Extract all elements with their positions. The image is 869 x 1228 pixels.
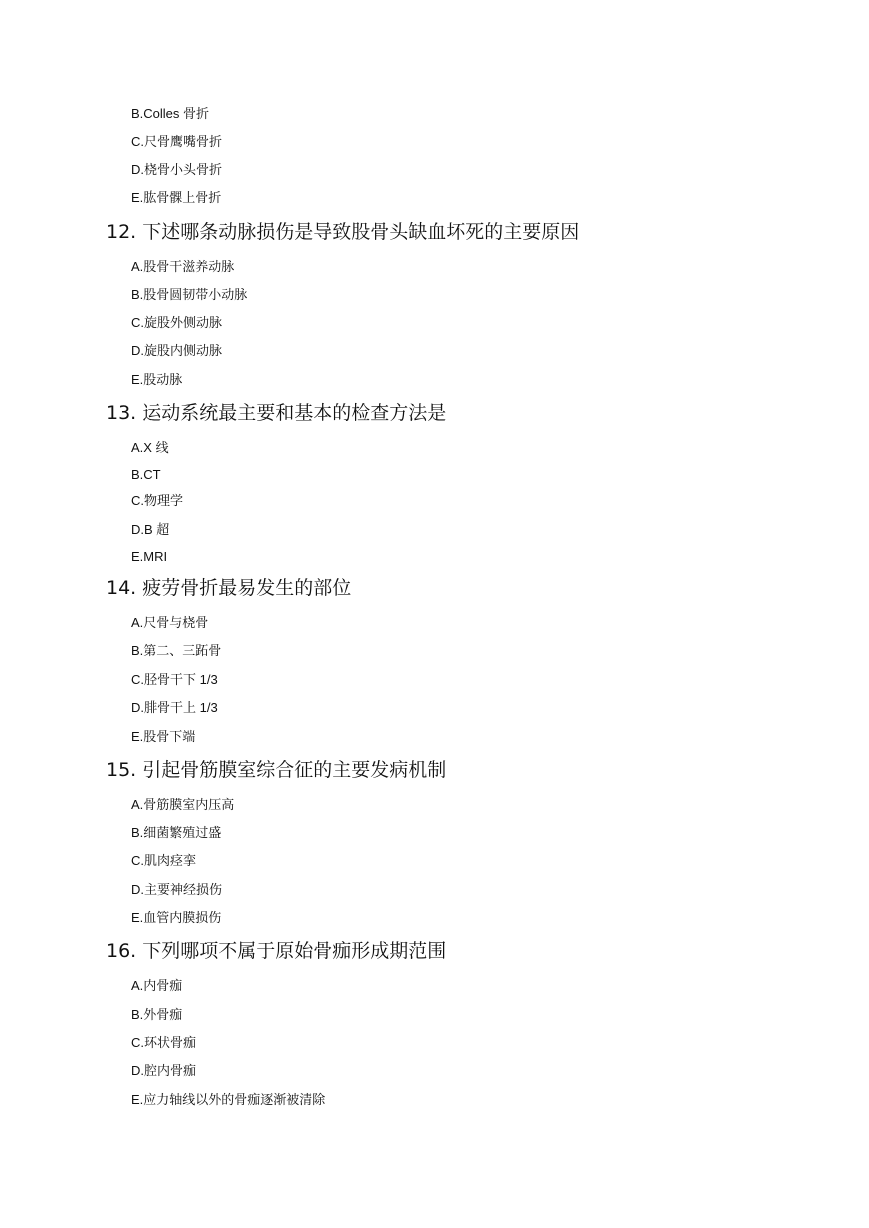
question-14: 14. 疲劳骨折最易发生的部位 [106, 577, 352, 599]
option-12-d: D.旋股内侧动脉 [131, 343, 223, 358]
option-16-c: C.环状骨痂 [131, 1035, 197, 1050]
option-12-c: C.旋股外侧动脉 [131, 315, 223, 330]
question-12: 12. 下述哪条动脉损伤是导致股骨头缺血坏死的主要原因 [106, 221, 580, 243]
option-15-d: D.主要神经损伤 [131, 882, 223, 897]
option-13-a: A.X 线 [131, 440, 169, 455]
option-15-a: A.骨筋膜室内压高 [131, 797, 235, 812]
question-15: 15. 引起骨筋膜室综合征的主要发病机制 [106, 759, 447, 781]
option-14-c: C.胫骨干下 1/3 [131, 672, 218, 687]
option-15-e: E.血管内膜损伤 [131, 910, 222, 925]
option-15-c: C.肌肉痉挛 [131, 853, 197, 868]
option-14-d: D.腓骨干上 1/3 [131, 700, 218, 715]
option-13-e: E.MRI [131, 549, 168, 564]
option-14-a: A.尺骨与桡骨 [131, 615, 209, 630]
option-11-c: C.尺骨鹰嘴骨折 [131, 134, 223, 149]
option-15-b: B.细菌繁殖过盛 [131, 825, 222, 840]
option-11-e: E.肱骨髁上骨折 [131, 190, 222, 205]
option-12-e: E.股动脉 [131, 372, 183, 387]
option-11-d: D.桡骨小头骨折 [131, 162, 223, 177]
option-12-b: B.股骨圆韧带小动脉 [131, 287, 248, 302]
option-13-c: C.物理学 [131, 493, 184, 508]
option-16-e: E.应力轴线以外的骨痂逐渐被清除 [131, 1092, 326, 1107]
option-13-d: D.B 超 [131, 522, 170, 537]
option-14-b: B.第二、三跖骨 [131, 643, 222, 658]
option-16-d: D.腔内骨痂 [131, 1063, 197, 1078]
option-16-a: A.内骨痂 [131, 978, 183, 993]
option-11-b: B.Colles 骨折 [131, 106, 210, 121]
option-12-a: A.股骨干滋养动脉 [131, 259, 235, 274]
question-13: 13. 运动系统最主要和基本的检查方法是 [106, 402, 447, 424]
option-13-b: B.CT [131, 467, 161, 482]
question-16: 16. 下列哪项不属于原始骨痂形成期范围 [106, 940, 447, 962]
option-16-b: B.外骨痂 [131, 1007, 183, 1022]
option-14-e: E.股骨下端 [131, 729, 196, 744]
